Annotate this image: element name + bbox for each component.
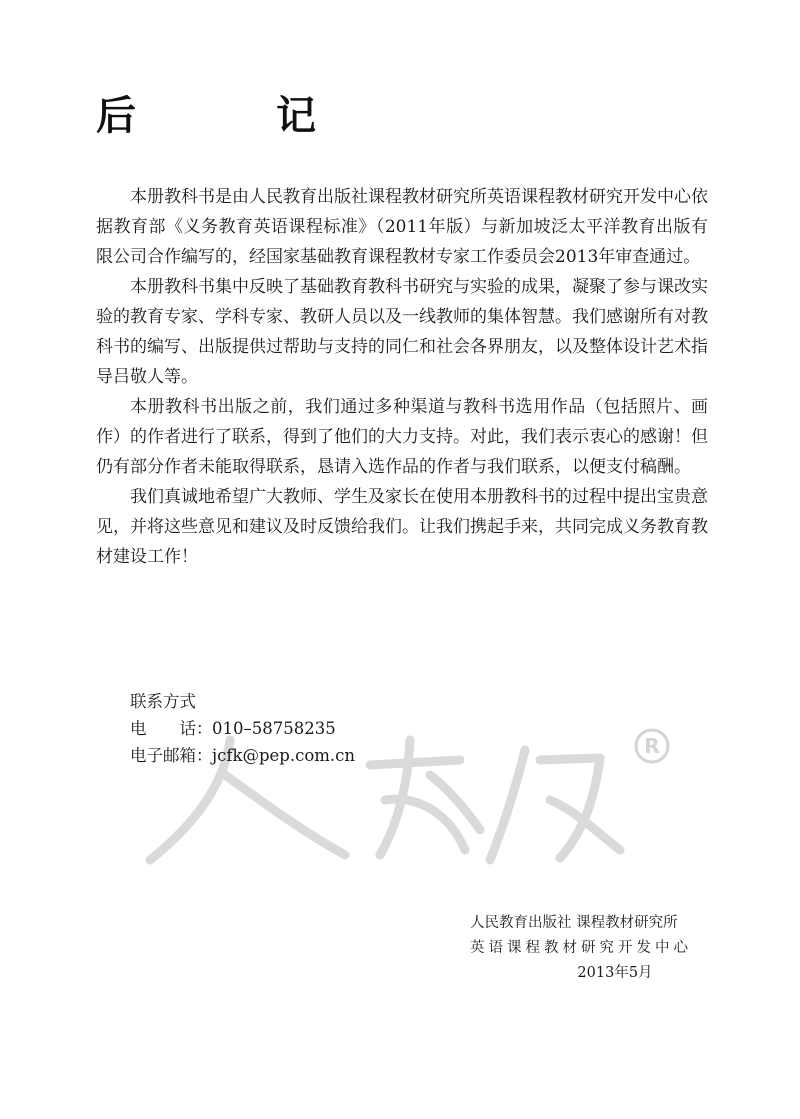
contact-phone-row: [130, 715, 355, 742]
svg-text:R: R: [644, 734, 660, 758]
afterword-body: [96, 182, 708, 572]
contact-title: 联系方式: [130, 692, 196, 711]
phone-label: 电 话：: [130, 719, 213, 738]
paragraph-3: 本册教科书出版之前，我们通过多种渠道与教科书选用作品（包括照片、画作）的作者进行了联系，得到了他们的大力支持。对此，我们表示衷心的感谢！但仍有部分作者未能取得联系，恳请入选作品的作者与我们联系，以便支付稿酬。: [96, 397, 708, 477]
phone-number: 010–58758235: [212, 719, 336, 738]
signature-publisher: 人民教育出版社 课程教材研究所: [470, 915, 678, 931]
page-title: 后 记: [96, 93, 366, 139]
contact-info: [130, 688, 355, 769]
email-label: 电子邮箱：: [130, 746, 213, 765]
paragraph-1: 本册教科书是由人民教育出版社课程教材研究所英语课程教材研究开发中心依据教育部《义务教育英语课程标准》（2011年版）与新加坡泛太平洋教育出版有限公司合作编写的，经国家基础教育课程教材专家工作委员会2013年审查通过。: [96, 187, 708, 267]
signature-center: 英语课程教材研究开发中心: [470, 940, 692, 956]
paragraph-2: 本册教科书集中反映了基础教育教科书研究与实验的成果，凝聚了参与课改实验的教育专家、学科专家、教研人员以及一线教师的集体智慧。我们感谢所有对教科书的编写、出版提供过帮助与支持的同仁和社会各界朋友，以及整体设计艺术指导吕敬人等。: [96, 277, 708, 387]
email-address[interactable]: jcfk@pep.com.cn: [212, 746, 356, 765]
signature-block: [470, 911, 710, 986]
contact-email-row: [130, 742, 355, 769]
paragraph-4: 我们真诚地希望广大教师、学生及家长在使用本册教科书的过程中提出宝贵意见，并将这些意见和建议及时反馈给我们。让我们携起手来，共同完成义务教育教材建设工作！: [96, 487, 708, 567]
signature-date: 2013年5月: [577, 965, 653, 981]
